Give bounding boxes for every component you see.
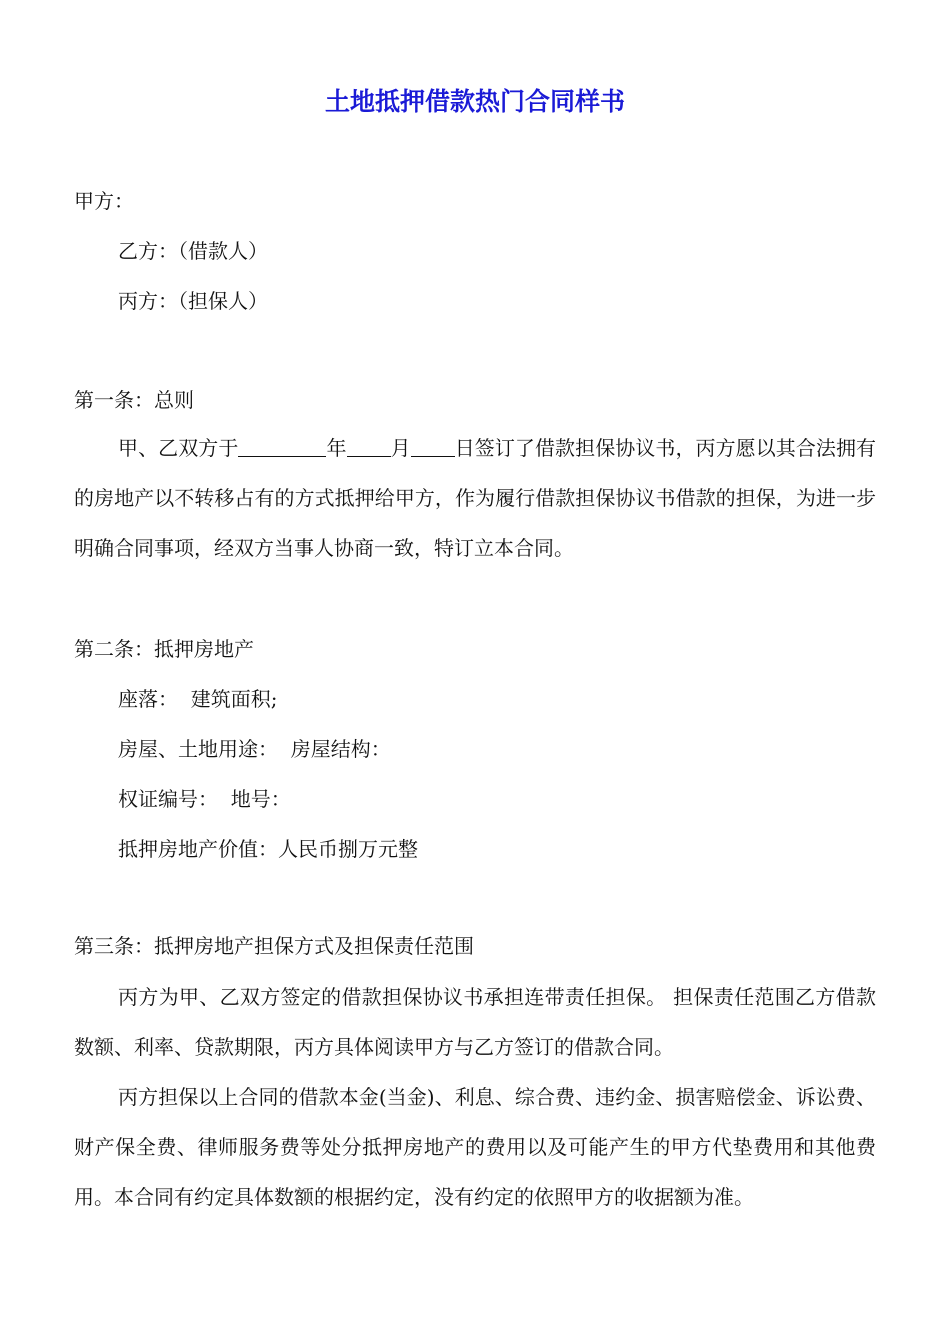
- location-area-line: 座落： 建筑面积;: [118, 687, 278, 711]
- article-3-paragraph-1: 丙方为甲、乙双方签定的借款担保协议书承担连带责任担保。 担保责任范围乙方借款数额、利率、贷款期限，丙方具体阅读甲方与乙方签订的借款合同。: [74, 985, 876, 1059]
- party-c: 丙方：（担保人）: [118, 289, 268, 313]
- property-value-line: 抵押房地产价值：人民币捌万元整: [118, 837, 418, 861]
- party-a: 甲方：: [74, 189, 134, 213]
- certificate-lot-line: 权证编号： 地号：: [118, 787, 291, 811]
- party-b: 乙方：（借款人）: [118, 239, 268, 263]
- article-3-heading: 第三条：抵押房地产担保方式及担保责任范围: [74, 934, 474, 958]
- article-1-heading: 第一条：总则: [74, 388, 194, 412]
- article-1-paragraph: [74, 423, 876, 573]
- article-1-text-start: 甲、乙双方于: [118, 436, 239, 460]
- month-blank: [347, 436, 391, 457]
- article-1-text-rest: 日签订了借款担保协议书，丙方愿以其合法拥有的房地产以不转移占有的方式抵押给甲方，作为履行借款担保协议书借款的担保，为进一步明确合同事项，经双方当事人协商一致，特订立本合同。: [74, 436, 877, 560]
- year-label: 年: [326, 436, 347, 460]
- year-blank: [238, 436, 326, 457]
- document-title: 土地抵押借款热门合同样书: [324, 87, 625, 116]
- article-2-heading: 第二条：抵押房地产: [74, 637, 254, 661]
- month-label: 月: [390, 436, 411, 460]
- usage-structure-line: 房屋、土地用途： 房屋结构：: [118, 737, 391, 761]
- day-blank: [411, 436, 455, 457]
- article-3-paragraph-2: 丙方担保以上合同的借款本金(当金)、利息、综合费、违约金、损害赔偿金、诉讼费、财产保全费、律师服务费等处分抵押房地产的费用以及可能产生的甲方代垫费用和其他费用。本合同有约定具体数额的根据约定，没有约定的依照甲方的收据额为准。: [74, 1085, 876, 1209]
